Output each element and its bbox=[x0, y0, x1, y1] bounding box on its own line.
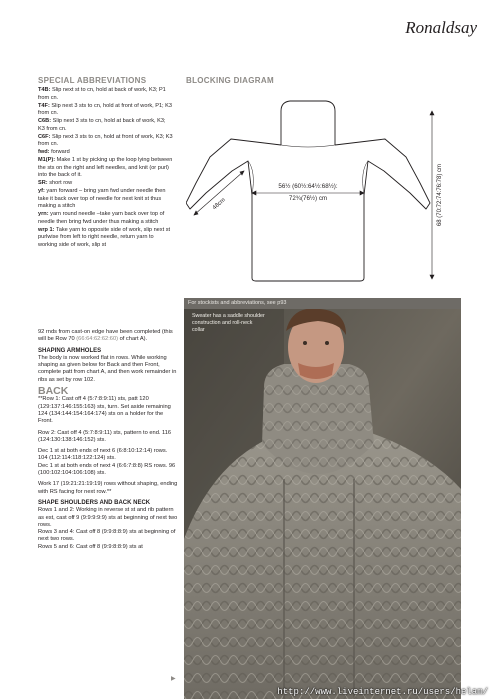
armholes-heading: SHAPING ARMHOLES bbox=[38, 347, 102, 354]
diagram-width-label-line2: 72¾(76½) cm bbox=[288, 195, 328, 202]
abbr-item: wrp 1: Take yarn to opposite side of work, slip next st purlwise from left to right needle, return yarn to working side of work, slip st bbox=[38, 226, 171, 248]
work-paragraph: Work 17 (19:21:21:19:19) rows without shaping, ending with RS facing for next row.** bbox=[38, 481, 178, 495]
dec1-paragraph: Dec 1 st at both ends of next 6 (6:8:10:12:14) rows. 104 (112:114:118:122:124) sts. bbox=[38, 448, 168, 462]
diagram-width-label-line1: 56½ (60½:64½:68½): bbox=[278, 183, 338, 190]
abbr-item: T4B: Slip next st to cn, hold at back of work, K3; P1 from cn. bbox=[38, 87, 166, 101]
diagram-heading: BLOCKING DIAGRAM bbox=[186, 76, 274, 85]
model-photo bbox=[184, 309, 461, 699]
armholes-paragraph: The body is now worked flat in rows. While working shaping as given below for Back and then Front, complete patt from chart A, and then work remainder in ribs as set by row 102. bbox=[38, 354, 177, 383]
abbr-item: M1(P): Make 1 st by picking up the loop lying between the sts on the right and left needles, and knit (or purl) into the back of it. bbox=[38, 157, 173, 178]
caption-bar bbox=[184, 298, 461, 309]
shoulder-heading: SHAPE SHOULDERS AND BACK NECK bbox=[38, 499, 151, 506]
abbr-item: T4F: Slip next 3 sts to cn, hold at front of work, P1; K3 from cn. bbox=[38, 102, 173, 116]
diagram-length-label: 68 (70:72:74:76:78) cm bbox=[437, 163, 443, 227]
dec2-paragraph: Dec 1 st at both ends of next 4 (6:6:7:8:8) RS rows. 96 (100:102:104:106:108) sts. bbox=[38, 462, 176, 477]
abbr-item: yf: yarn forward – bring yarn fwd under needle then take it back over top of needle for next knit st thus making a stitch bbox=[38, 188, 166, 209]
rows12-paragraph: Rows 1 and 2: Working in reverse st st and rib pattern as est, cast off 9 (9:9:9:9:9) sts at beginning of next two rows. bbox=[38, 507, 178, 528]
page-title: Ronaldsay bbox=[405, 18, 477, 37]
photo-note: Sweater has a saddle shoulder construction and roll-neck collar bbox=[192, 313, 265, 333]
pattern-instructions bbox=[38, 329, 178, 551]
rows34-paragraph: Rows 3 and 4: Cast off 8 (9:9:8:8:9) sts at beginning of next two rows. bbox=[38, 529, 176, 543]
abbreviations-list bbox=[38, 87, 173, 250]
blocking-diagram bbox=[186, 85, 456, 295]
abbreviations-heading: SPECIAL ABBREVIATIONS bbox=[38, 76, 147, 85]
abbr-item: C6B: Slip next 3 sts to cn, hold at back of work, K3; K3 from cn. bbox=[38, 118, 166, 132]
continue-arrow-icon: ▶ bbox=[171, 676, 176, 682]
intro-paragraph: 92 rnds from cast-on edge have been completed (this will be Row 70 (66:64:62:62:60) of chart A). bbox=[38, 329, 173, 343]
rows56-paragraph: Rows 5 and 6: Cast off 8 (9:9:8:8:9) sts at bbox=[38, 543, 143, 550]
back-heading: BACK bbox=[38, 385, 69, 398]
abbr-item: C6F: Slip next 3 sts to cn, hold at front of work, K3; K3 from cn. bbox=[38, 133, 173, 147]
model-photo-image bbox=[184, 309, 461, 699]
row2-paragraph: Row 2: Cast off 4 (5:7:8:9:11) sts, pattern to end. 116 (124:130:138:146:152) sts. bbox=[38, 429, 172, 443]
row1-paragraph: **Row 1: Cast off 4 (5:7:8:9:11) sts, patt 120 (129:137:146:155:163) sts, turn. Set aside remaining 124 (134:144:154:164:174) sts on a holder for the Front. bbox=[38, 396, 171, 425]
footer-url: http://www.liveinternet.ru/users/helam/ bbox=[277, 687, 488, 697]
diagram-sleeve-label: 48cm bbox=[211, 197, 227, 212]
stockists-caption: For stockists and abbreviations, see p93 bbox=[188, 300, 287, 306]
abbr-item: yrn: yarn round needle –take yarn back over top of needle then bring fwd under thus making a stitch bbox=[38, 211, 165, 225]
abbr-item: fwd: forward bbox=[38, 149, 70, 155]
abbr-item: SR: short row bbox=[38, 180, 73, 186]
